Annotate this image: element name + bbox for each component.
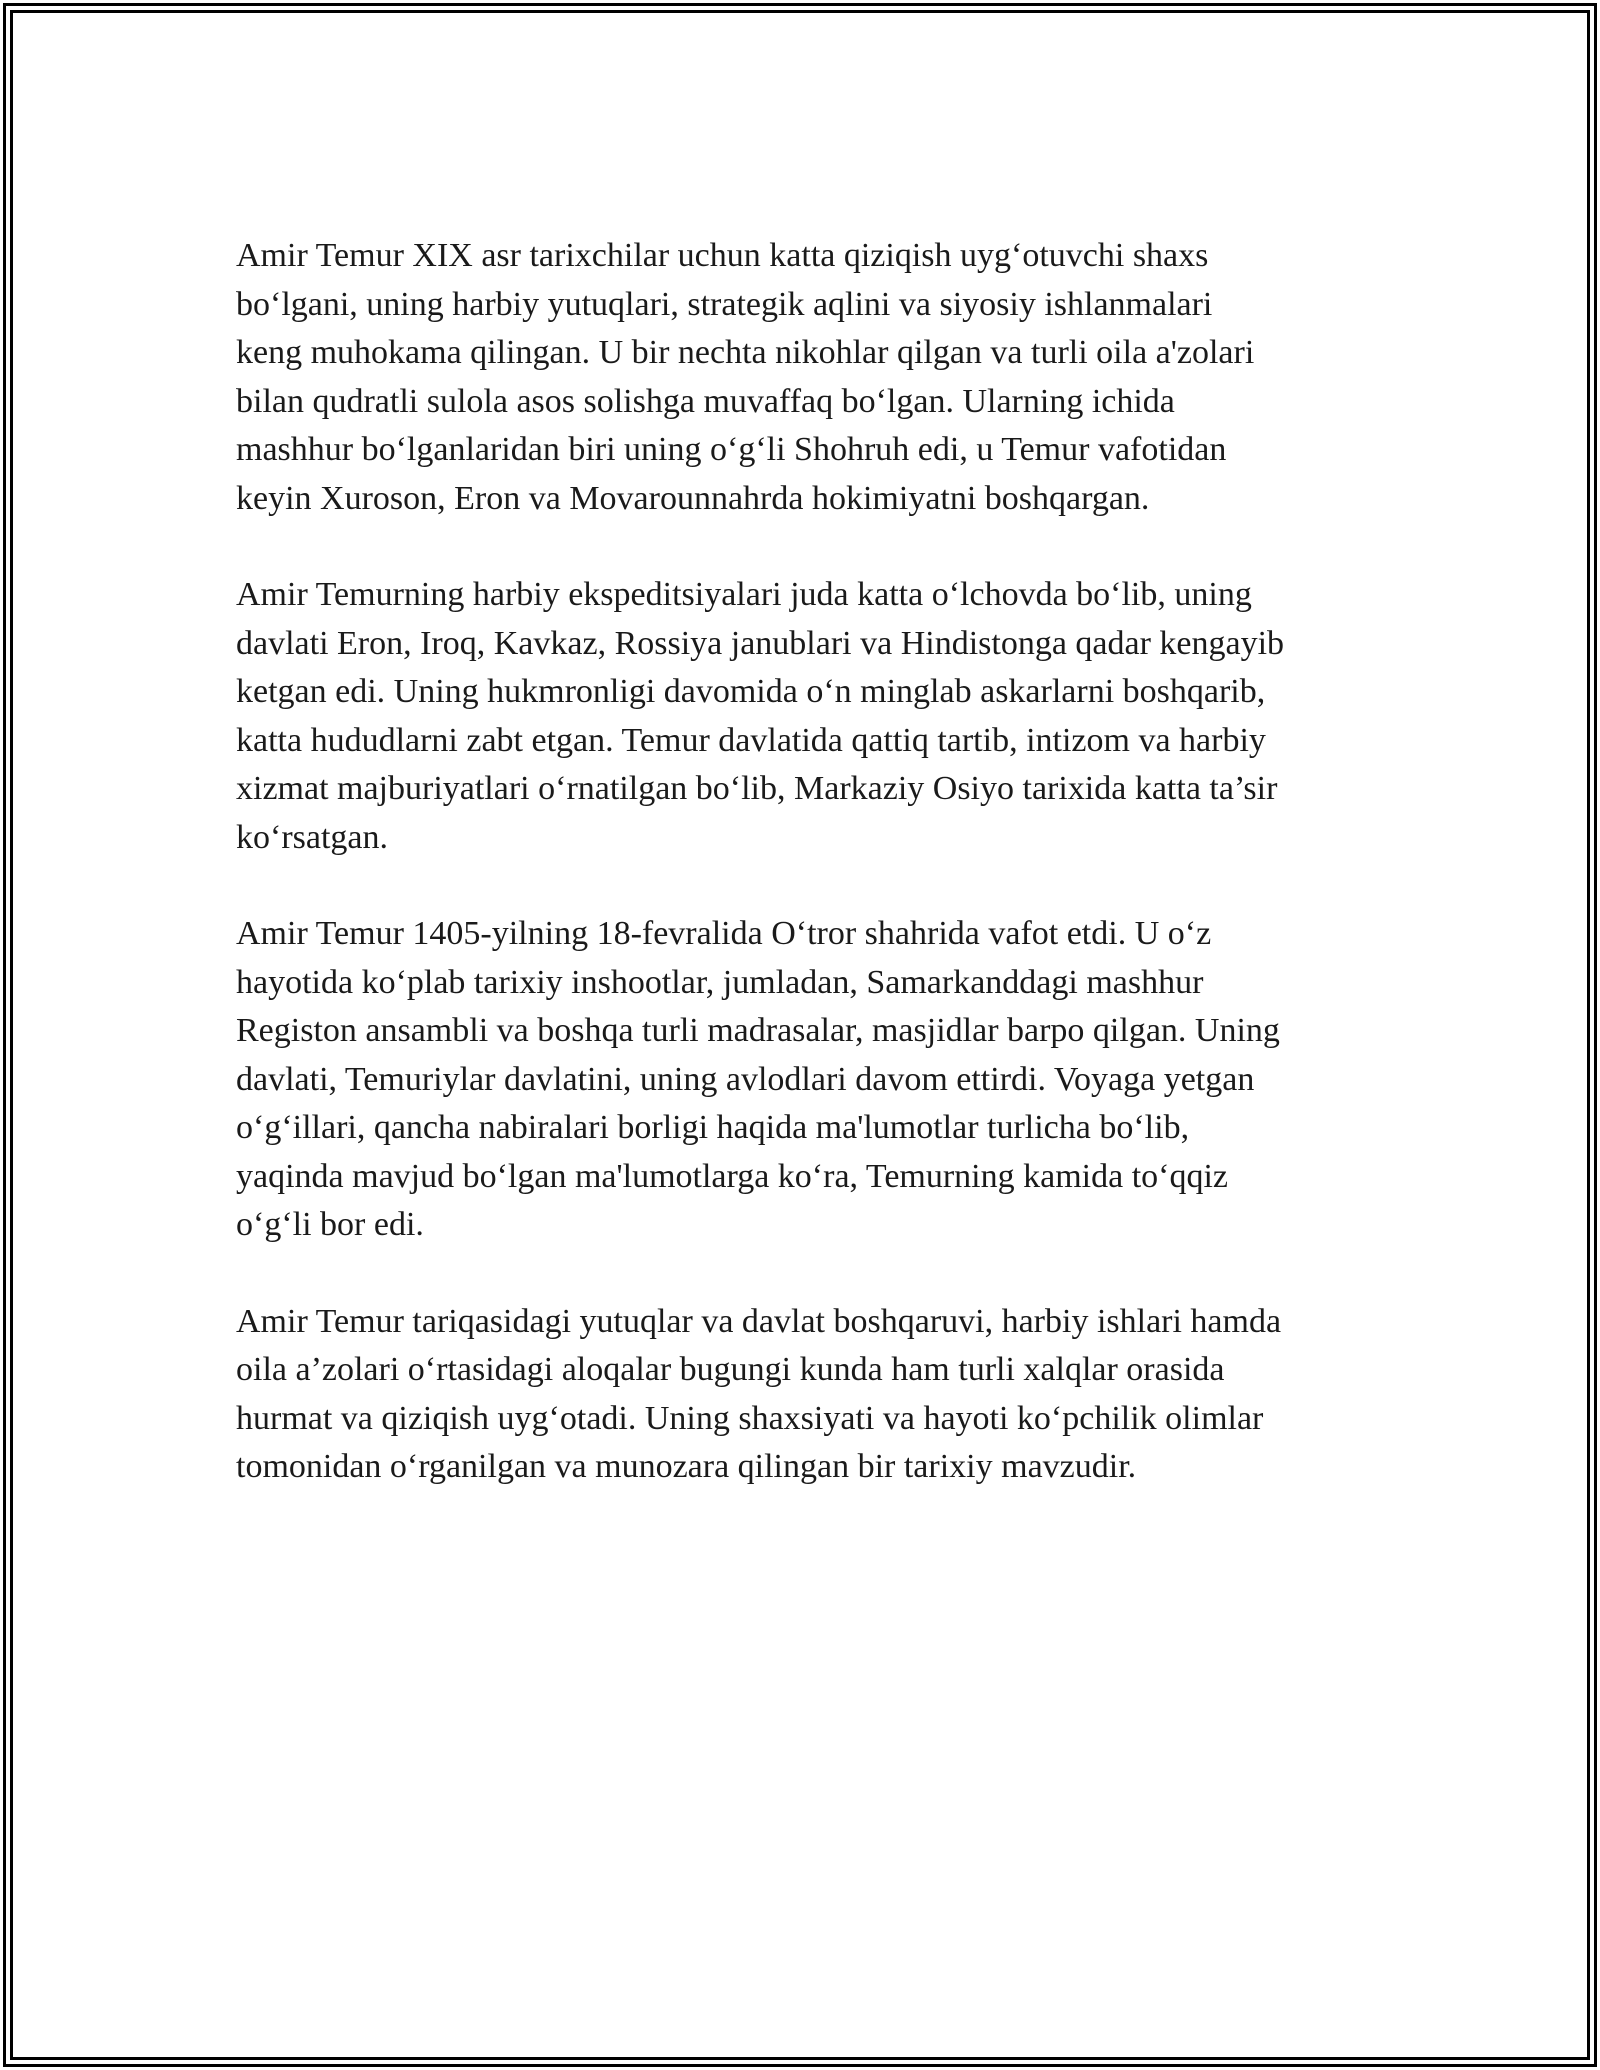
paragraph-2 bbox=[236, 571, 1386, 862]
text-line: keng muhokama qilingan. U bir nechta nikohlar qilgan va turli oila a'zolari bbox=[236, 334, 1255, 371]
text-line: davlati Eron, Iroq, Kavkaz, Rossiya janublari va Hindistonga qadar kengayib bbox=[236, 624, 1285, 662]
text-line: Registon ansambli va boshqa turli madrasalar, masjidlar barpo qilgan. Uning bbox=[236, 1012, 1280, 1049]
text-line: hurmat va qiziqish uyg‘otadi. Uning shaxsiyati va hayoti ko‘pchilik olimlar bbox=[236, 1399, 1264, 1437]
text-line: bo‘lgani, uning harbiy yutuqlari, strategik aqlini va siyosiy ishlanmalari bbox=[236, 285, 1213, 323]
text-line: katta hududlarni zabt etgan. Temur davlatida qattiq tartib, intizom va harbiy bbox=[236, 721, 1266, 759]
text-line: Amir Temurning harbiy ekspeditsiyalari juda katta o‘lchovda bo‘lib, uning bbox=[236, 576, 1252, 613]
paragraph-4 bbox=[236, 1298, 1386, 1492]
text-line: o‘g‘illari, qancha nabiralari borligi haqida ma'lumotlar turlicha bo‘lib, bbox=[236, 1109, 1190, 1146]
text-line: keyin Xuroson, Eron va Movarounnahrda hokimiyatni boshqargan. bbox=[236, 479, 1150, 517]
text-line: ketgan edi. Uning hukmronligi davomida o‘n minglab askarlarni boshqarib, bbox=[236, 673, 1266, 710]
text-line: tomonidan o‘rganilgan va munozara qilingan bir tarixiy mavzudir. bbox=[236, 1448, 1137, 1485]
text-line: xizmat majburiyatlari o‘rnatilgan bo‘lib, Markaziy Osiyo tarixida katta ta’sir bbox=[236, 770, 1278, 807]
paragraph-1 bbox=[236, 232, 1386, 523]
text-line: Amir Temur tariqasidagi yutuqlar va davlat boshqaruvi, harbiy ishlari hamda bbox=[236, 1302, 1282, 1340]
text-line: Amir Temur 1405-yilning 18-fevralida O‘tror shahrida vafot etdi. U o‘z bbox=[236, 915, 1212, 952]
text-line: bilan qudratli sulola asos solishga muvaffaq bo‘lgan. Ularning ichida bbox=[236, 382, 1175, 420]
text-line: davlati, Temuriylar davlatini, uning avlodlari davom ettirdi. Voyaga yetgan bbox=[236, 1060, 1255, 1098]
paragraph-3 bbox=[236, 910, 1386, 1250]
text-line: oila a’zolari o‘rtasidagi aloqalar bugungi kunda ham turli xalqlar orasida bbox=[236, 1351, 1225, 1388]
text-line: yaqinda mavjud bo‘lgan ma'lumotlarga ko‘ra, Temurning kamida to‘qqiz bbox=[236, 1157, 1229, 1195]
text-line: mashhur bo‘lganlaridan biri uning o‘g‘li Shohruh edi, u Temur vafotidan bbox=[236, 431, 1227, 468]
text-line: hayotida ko‘plab tarixiy inshootlar, jumladan, Samarkanddagi mashhur bbox=[236, 963, 1204, 1001]
document-body bbox=[236, 232, 1386, 1540]
text-line: Amir Temur XIX asr tarixchilar uchun katta qiziqish uyg‘otuvchi shaxs bbox=[236, 237, 1209, 274]
text-line: ko‘rsatgan. bbox=[236, 818, 389, 856]
text-line: o‘g‘li bor edi. bbox=[236, 1206, 424, 1243]
